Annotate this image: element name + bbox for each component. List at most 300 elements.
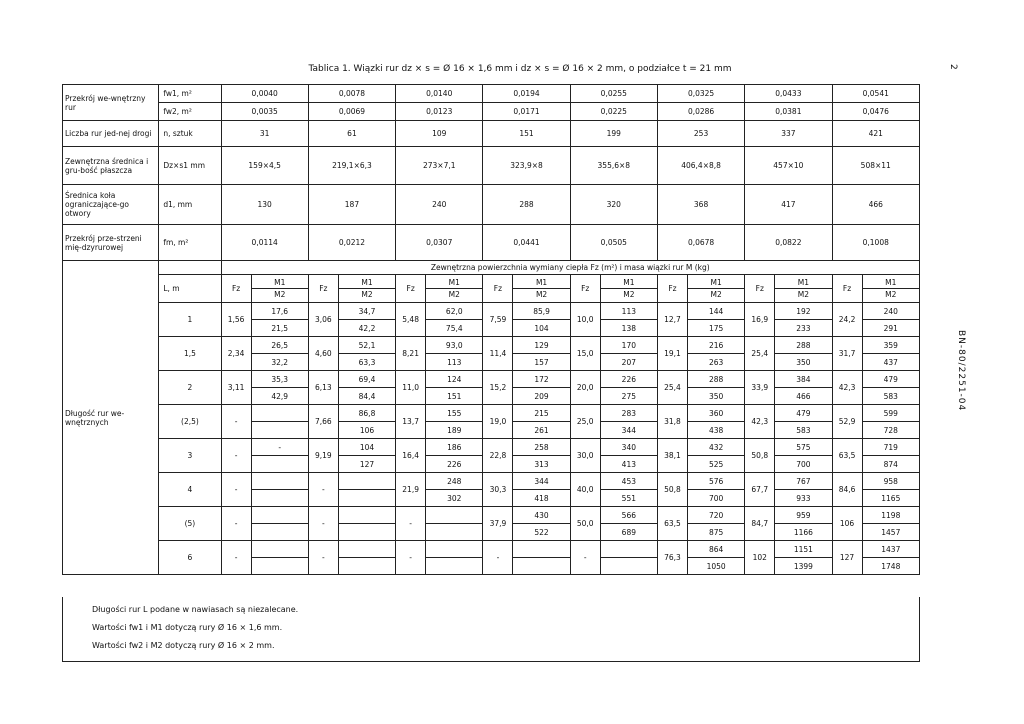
note-1: Długości rur L podane w nawiasach są niezalecane. [92,605,299,614]
value-cell: 0,0069 [308,103,395,121]
fz-value: 63,5 [657,507,687,541]
m1-value: 86,8 [338,405,395,422]
col-header-m1: M1 [448,278,460,287]
m1-value: 432 [688,439,745,456]
m2-value: 583 [862,388,919,405]
m2-value: 522 [513,524,570,541]
length-value: 4 [159,473,221,507]
value-cell: 240 [396,185,483,225]
m1-value: 104 [338,439,395,456]
m1-value: 155 [426,405,483,422]
m1-value [600,541,657,558]
m2-value: 113 [426,354,483,371]
m2-value: 1050 [688,558,745,575]
row-symbol-fw1: fw1, m² [159,85,221,103]
fz-value: 16,9 [745,303,775,337]
col-header-m1: M1 [274,278,286,287]
m2-value [251,524,308,541]
row-label-dlugosc: Długość rur we-wnętrznych [63,261,159,575]
m1-value [251,405,308,422]
value-cell: 337 [745,121,832,147]
fz-value: 15,2 [483,371,513,405]
value-cell: 151 [483,121,570,147]
m1-value: 575 [775,439,832,456]
value-cell: 187 [308,185,395,225]
fz-value: 19,1 [657,337,687,371]
fz-value: 10,0 [570,303,600,337]
fz-value: 22,8 [483,439,513,473]
row-label-przekroj-miedzyrurowy: Przekrój prze-strzeni mię-dzyrurowej [63,225,159,261]
m2-value: 226 [426,456,483,473]
m1-value: 144 [688,303,745,320]
fz-value: 38,1 [657,439,687,473]
m1-value [251,541,308,558]
fz-value: 8,21 [396,337,426,371]
m1-value: 215 [513,405,570,422]
m2-value: 151 [426,388,483,405]
m2-value: 207 [600,354,657,371]
col-header-m1: M1 [623,278,635,287]
col-header-m1-m2 [775,275,832,303]
fz-value: 50,0 [570,507,600,541]
fz-value: 127 [832,541,862,575]
length-value: 2 [159,371,221,405]
m1-value [338,507,395,524]
m2-value: 689 [600,524,657,541]
m2-value: 413 [600,456,657,473]
col-header-m2: M2 [361,290,373,299]
value-cell: 273×7,1 [396,147,483,185]
col-header-m1-m2 [688,275,745,303]
m1-value: 52,1 [338,337,395,354]
m2-value: 874 [862,456,919,473]
m1-value: 34,7 [338,303,395,320]
cell-divider [252,288,308,289]
value-cell: 31 [221,121,308,147]
length-value: (5) [159,507,221,541]
m1-value: 599 [862,405,919,422]
m2-value: 344 [600,422,657,439]
m2-value [513,558,570,575]
value-cell: 320 [570,185,657,225]
m2-value [338,524,395,541]
fz-value: 7,59 [483,303,513,337]
fz-value: 50,8 [657,473,687,507]
m1-value: 288 [775,337,832,354]
value-cell: 0,0286 [657,103,744,121]
cell-divider [339,288,395,289]
col-header-m2: M2 [710,290,722,299]
fz-value: 84,6 [832,473,862,507]
value-cell: 0,0171 [483,103,570,121]
fz-value: 102 [745,541,775,575]
value-cell: 219,1×6,3 [308,147,395,185]
blank-cell [159,261,221,275]
m1-value: 93,0 [426,337,483,354]
fz-value: - [396,507,426,541]
row-symbol: d1, mm [159,185,221,225]
m2-value: 728 [862,422,919,439]
value-cell: 0,0476 [832,103,920,121]
m1-value: 62,0 [426,303,483,320]
m2-value: 525 [688,456,745,473]
m1-value: 566 [600,507,657,524]
length-value: (2,5) [159,405,221,439]
value-cell: 421 [832,121,920,147]
m2-value: 350 [688,388,745,405]
fz-value: 2,34 [221,337,251,371]
m2-value: 42,9 [251,388,308,405]
col-header-fz: Fz [483,275,513,303]
fz-value: 6,13 [308,371,338,405]
m2-value: 466 [775,388,832,405]
col-header-m2: M2 [797,290,810,299]
value-cell: 0,0505 [570,225,657,261]
col-header-m1-m2 [513,275,570,303]
m2-value [251,490,308,507]
fz-value: 84,7 [745,507,775,541]
m1-value: 1198 [862,507,919,524]
fz-value: 63,5 [832,439,862,473]
m2-value: 233 [775,320,832,337]
table-body [63,85,920,575]
value-cell: 0,0114 [221,225,308,261]
m2-value: 189 [426,422,483,439]
fz-value: - [308,473,338,507]
fz-value: - [221,473,251,507]
m2-value: 583 [775,422,832,439]
fz-value: - [221,541,251,575]
note-3: Wartości fw2 i M2 dotyczą rury Ø 16 × 2 mm. [92,641,275,650]
m1-value: 35,3 [251,371,308,388]
length-value: 1 [159,303,221,337]
value-cell: 199 [570,121,657,147]
fz-value: 4,60 [308,337,338,371]
m2-value [251,558,308,575]
fz-value: - [308,507,338,541]
fz-value: 12,7 [657,303,687,337]
value-cell: 253 [657,121,744,147]
m2-value: 63,3 [338,354,395,371]
notes [92,601,298,655]
value-cell: 368 [657,185,744,225]
m1-value [426,507,483,524]
m2-value [338,490,395,507]
col-header-m1-m2 [862,275,919,303]
m1-value: 1151 [775,541,832,558]
m1-value: 69,4 [338,371,395,388]
m1-value: 186 [426,439,483,456]
value-cell: 466 [832,185,920,225]
m2-value: 418 [513,490,570,507]
m2-value: 438 [688,422,745,439]
fz-value: 31,7 [832,337,862,371]
value-cell: 0,1008 [832,225,920,261]
m2-value: 138 [600,320,657,337]
col-header-fz: Fz [396,275,426,303]
m2-value: 302 [426,490,483,507]
m1-value: 360 [688,405,745,422]
fz-value: 37,9 [483,507,513,541]
col-header-fz: Fz [570,275,600,303]
table-title: Tablica 1. Wiązki rur dz × s = Ø 16 × 1,6 mm i dz × s = Ø 16 × 2 mm, o podziałce t = 21 mm [308,64,732,74]
m1-value [338,541,395,558]
value-cell: 0,0822 [745,225,832,261]
row-symbol-fw2: fw2, m² [159,103,221,121]
fz-value: 3,06 [308,303,338,337]
row-label-przekroj-wewn: Przekrój we-wnętrzny rur [63,85,159,121]
value-cell: 130 [221,185,308,225]
value-cell: 0,0225 [570,103,657,121]
fz-value: 25,0 [570,405,600,439]
col-header-fz: Fz [657,275,687,303]
value-cell: 417 [745,185,832,225]
m1-value: 340 [600,439,657,456]
col-header-fz: Fz [308,275,338,303]
m2-value: 209 [513,388,570,405]
col-header-m1-m2 [426,275,483,303]
value-cell: 0,0078 [308,85,395,103]
value-cell: 0,0035 [221,103,308,121]
fz-value: 24,2 [832,303,862,337]
col-header-m1: M1 [885,278,897,287]
m2-value: 157 [513,354,570,371]
m1-value: 129 [513,337,570,354]
m2-value: 1399 [775,558,832,575]
fz-value: 25,4 [745,337,775,371]
value-cell: 0,0123 [396,103,483,121]
fz-value: 11,4 [483,337,513,371]
fz-value: - [308,541,338,575]
m1-value: 258 [513,439,570,456]
m1-value: 958 [862,473,919,490]
m2-value: 1748 [862,558,919,575]
m1-value: 479 [862,371,919,388]
value-cell: 0,0441 [483,225,570,261]
m1-value: 85,9 [513,303,570,320]
value-cell: 0,0255 [570,85,657,103]
fz-value: - [221,507,251,541]
fz-value: 30,0 [570,439,600,473]
m2-value: 263 [688,354,745,371]
col-header-m2: M2 [623,290,635,299]
note-2: Wartości fw1 i M1 dotyczą rury Ø 16 × 1,6 mm. [92,623,283,632]
value-cell: 0,0140 [396,85,483,103]
m2-value: 313 [513,456,570,473]
m2-value: 1166 [775,524,832,541]
data-table [62,84,920,575]
fz-value: 21,9 [396,473,426,507]
fz-value: 40,0 [570,473,600,507]
fz-value: 42,3 [832,371,862,405]
fz-value: 16,4 [396,439,426,473]
fz-value: 15,0 [570,337,600,371]
m2-value [426,558,483,575]
value-cell: 61 [308,121,395,147]
m2-value: 700 [688,490,745,507]
col-header-m1: M1 [535,278,548,287]
value-cell: 159×4,5 [221,147,308,185]
value-cell: 0,0307 [396,225,483,261]
fz-value: 42,3 [745,405,775,439]
m1-value: 430 [513,507,570,524]
fz-value: 3,11 [221,371,251,405]
fz-value: 52,9 [832,405,862,439]
length-symbol: L, m [159,275,221,303]
m1-value: 192 [775,303,832,320]
value-cell: 0,0381 [745,103,832,121]
value-cell: 0,0194 [483,85,570,103]
col-header-m2: M2 [535,290,548,299]
m1-value: 248 [426,473,483,490]
m2-value [600,558,657,575]
col-header-m1: M1 [710,278,722,287]
row-symbol: Dz×s1 mm [159,147,221,185]
m1-value [338,473,395,490]
m1-value: 240 [862,303,919,320]
cell-divider [775,288,831,289]
m1-value [251,473,308,490]
m2-value: 1457 [862,524,919,541]
fz-value: 50,8 [745,439,775,473]
value-cell: 0,0678 [657,225,744,261]
value-cell: 0,0040 [221,85,308,103]
m2-value: 933 [775,490,832,507]
m1-value: 384 [775,371,832,388]
fz-value: 13,7 [396,405,426,439]
m2-value: 700 [775,456,832,473]
fz-value: - [221,405,251,439]
cell-divider [688,288,744,289]
m1-value: 720 [688,507,745,524]
m1-value: 453 [600,473,657,490]
m1-value: 26,5 [251,337,308,354]
m2-value: 75,4 [426,320,483,337]
col-header-m1-m2 [338,275,395,303]
col-header-m2: M2 [885,290,897,299]
m1-value: - [251,439,308,456]
fz-value: 67,7 [745,473,775,507]
fz-value: 106 [832,507,862,541]
m1-value: 216 [688,337,745,354]
heat-section-header: Zewnętrzna powierzchnia wymiany ciepła Fz (m²) i masa wiązki rur M (kg) [221,261,919,275]
m1-value [251,507,308,524]
cell-divider [513,288,569,289]
col-header-m1: M1 [797,278,810,287]
col-header-m2: M2 [448,290,460,299]
m1-value: 479 [775,405,832,422]
col-header-m1: M1 [361,278,373,287]
length-value: 3 [159,439,221,473]
m1-value: 226 [600,371,657,388]
m1-value [513,541,570,558]
m2-value: 106 [338,422,395,439]
row-symbol: n, sztuk [159,121,221,147]
row-label-srednica-kola: Średnica koła ograniczające-go otwory [63,185,159,225]
m2-value [251,422,308,439]
value-cell: 323,9×8 [483,147,570,185]
m2-value [251,456,308,473]
fz-value: - [570,541,600,575]
col-header-m2: M2 [274,290,286,299]
fz-value: 76,3 [657,541,687,575]
value-cell: 0,0212 [308,225,395,261]
fz-value: 25,4 [657,371,687,405]
m1-value: 959 [775,507,832,524]
cell-divider [863,288,919,289]
fz-value: 5,48 [396,303,426,337]
m1-value: 1437 [862,541,919,558]
fz-value: 19,0 [483,405,513,439]
value-cell: 508×11 [832,147,920,185]
m1-value: 17,6 [251,303,308,320]
m1-value: 283 [600,405,657,422]
fz-value: - [396,541,426,575]
fz-value: 11,0 [396,371,426,405]
m1-value: 719 [862,439,919,456]
m2-value: 32,2 [251,354,308,371]
m1-value: 576 [688,473,745,490]
m2-value: 127 [338,456,395,473]
col-header-fz: Fz [832,275,862,303]
m1-value: 288 [688,371,745,388]
fz-value: 7,66 [308,405,338,439]
col-header-m1-m2 [251,275,308,303]
m2-value: 551 [600,490,657,507]
m1-value: 359 [862,337,919,354]
m2-value: 1165 [862,490,919,507]
value-cell: 0,0433 [745,85,832,103]
fz-value: 30,3 [483,473,513,507]
value-cell: 109 [396,121,483,147]
col-header-m1-m2 [600,275,657,303]
m2-value [426,524,483,541]
fz-value: 20,0 [570,371,600,405]
row-symbol: fm, m² [159,225,221,261]
m2-value: 437 [862,354,919,371]
cell-divider [426,288,482,289]
m1-value: 124 [426,371,483,388]
value-cell: 355,6×8 [570,147,657,185]
m2-value: 261 [513,422,570,439]
fz-value: - [221,439,251,473]
fz-value: - [483,541,513,575]
m1-value: 344 [513,473,570,490]
m2-value: 350 [775,354,832,371]
col-header-fz: Fz [221,275,251,303]
m1-value: 864 [688,541,745,558]
m1-value: 767 [775,473,832,490]
length-value: 1,5 [159,337,221,371]
m2-value: 875 [688,524,745,541]
value-cell: 288 [483,185,570,225]
page-number: 2 [948,64,958,70]
value-cell: 0,0325 [657,85,744,103]
fz-value: 9,19 [308,439,338,473]
row-label-liczba-rur: Liczba rur jed-nej drogi [63,121,159,147]
fz-value: 1,56 [221,303,251,337]
m2-value: 291 [862,320,919,337]
row-label-srednica-zewn: Zewnętrzna średnica i gru-bość płaszcza [63,147,159,185]
m1-value [426,541,483,558]
m2-value: 104 [513,320,570,337]
m2-value: 175 [688,320,745,337]
value-cell: 0,0541 [832,85,920,103]
standard-code: BN-80/2251-04 [956,330,966,412]
cell-divider [601,288,657,289]
m1-value: 170 [600,337,657,354]
col-header-fz: Fz [745,275,775,303]
